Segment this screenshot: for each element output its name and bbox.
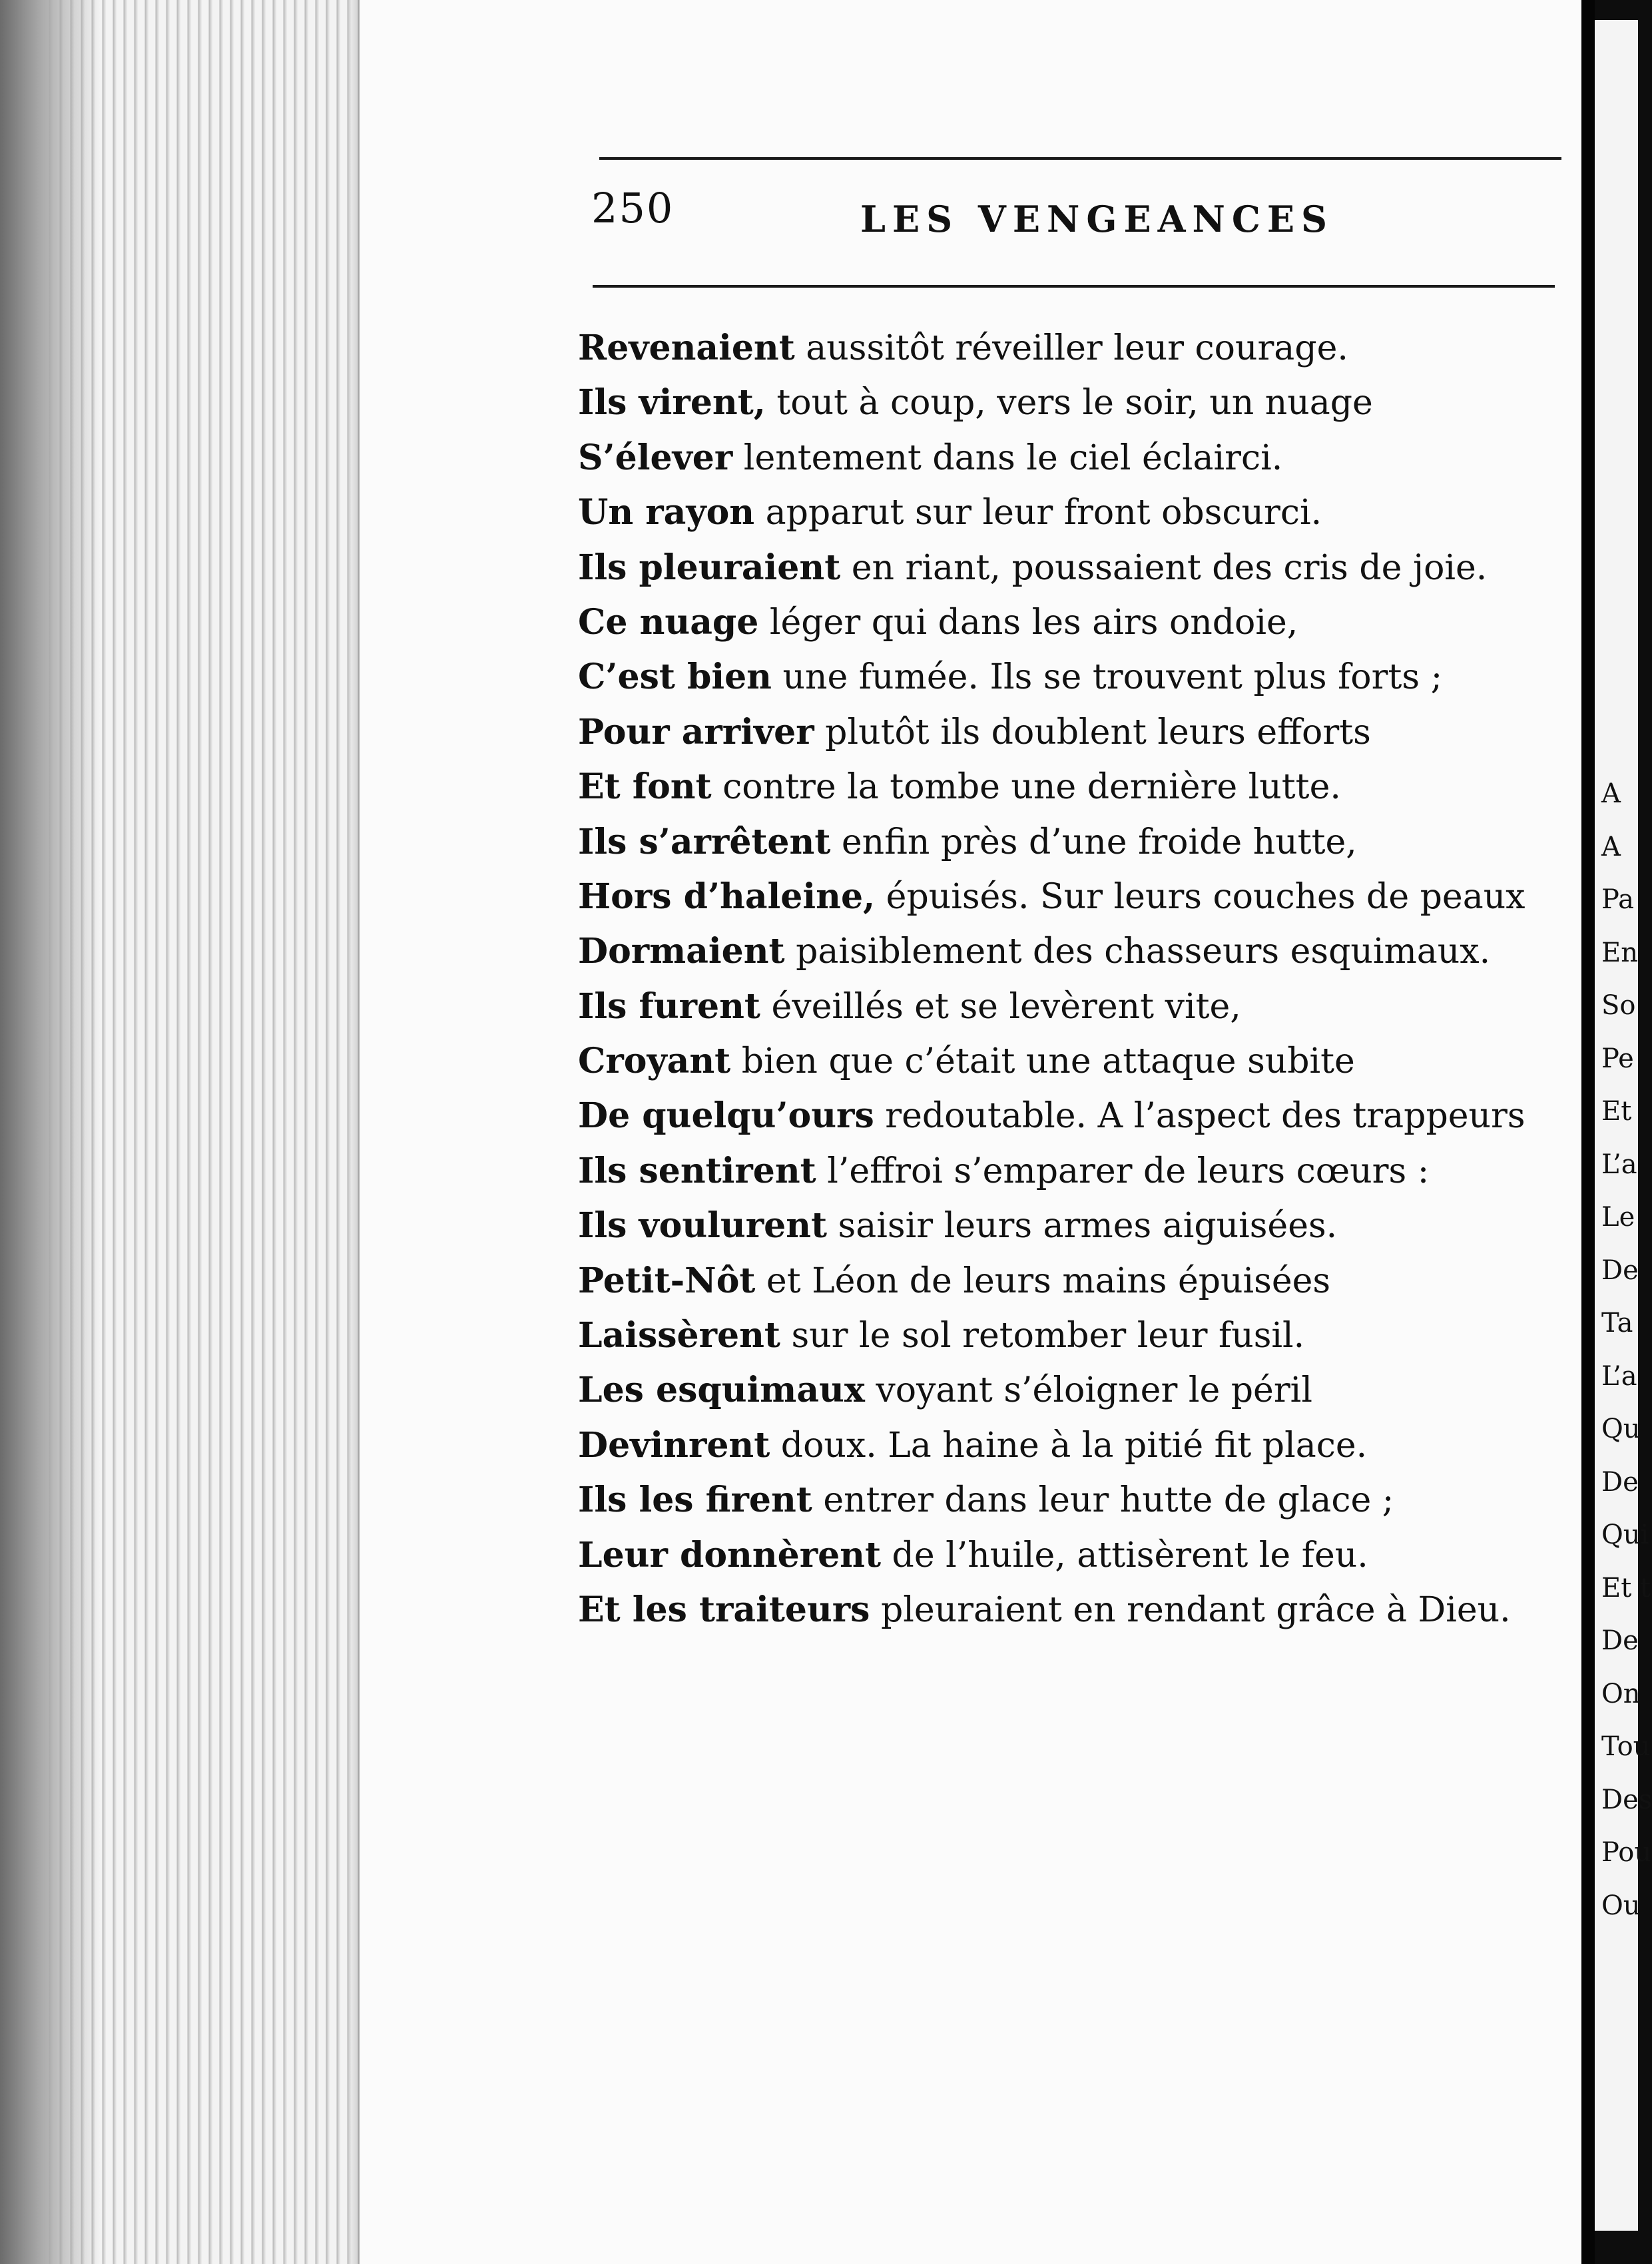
poem-line: [578, 376, 1550, 430]
poem-line-lead: Ils virent,: [578, 382, 766, 424]
poem-line-lead: Ils s’arrêtent: [578, 821, 831, 862]
next-page-line-fragment: Et t: [1601, 1572, 1651, 1603]
poem-line-rest: paisiblement des chasseurs esquimaux.: [784, 932, 1491, 972]
poem-line-lead: De quelqu’ours: [578, 1095, 874, 1137]
poem-line-rest: et Léon de leurs mains épuisées: [755, 1261, 1331, 1301]
next-page-line-fragment: A: [1601, 831, 1621, 862]
poem-line-lead: Pour arriver: [578, 711, 814, 752]
poem-line: [578, 1528, 1550, 1583]
next-page-line-fragment: A: [1601, 778, 1621, 809]
next-page-line-fragment: De: [1601, 1255, 1639, 1286]
poem-line-lead: Ce nuage: [578, 601, 759, 643]
poem-line-rest: aussitôt réveiller leur courage.: [794, 328, 1348, 368]
poem-line: [578, 1583, 1550, 1637]
next-page-line-fragment: Ou: [1601, 1890, 1641, 1921]
poem-line-lead: Un rayon: [578, 492, 755, 533]
poem-line-lead: Devinrent: [578, 1424, 770, 1466]
poem-line: [578, 1363, 1550, 1418]
poem-line-lead: Ils sentirent: [578, 1150, 816, 1191]
next-page-line-fragment: Ta: [1601, 1308, 1633, 1338]
poem-line: [578, 924, 1550, 979]
poem-line-lead: Dormaient: [578, 931, 785, 972]
poem-line-lead: Ils furent: [578, 986, 760, 1027]
poem-line-rest: enfin près d’une froide hutte,: [830, 822, 1357, 862]
poem-line: [578, 1199, 1550, 1253]
next-page-line-fragment: Pou: [1601, 1837, 1652, 1868]
poem-line-lead: Les esquimaux: [578, 1370, 865, 1411]
poem-line: [578, 1034, 1550, 1089]
poem-line: [578, 650, 1550, 705]
poem-line-lead: Ils pleuraient: [578, 547, 841, 588]
poem-line: [578, 815, 1550, 870]
poem-line-lead: Et font: [578, 766, 712, 808]
next-page-line-fragment: Qui: [1601, 1520, 1649, 1550]
book-gutter: [1581, 0, 1595, 2264]
poem-line-rest: lentement dans le ciel éclairci.: [732, 437, 1283, 478]
next-page-line-fragment: De: [1601, 1625, 1639, 1656]
next-page-line-fragment: So: [1601, 990, 1636, 1021]
next-page-line-fragment: L’a: [1601, 1360, 1637, 1392]
poem-line: [578, 595, 1550, 650]
poem-line: [578, 1089, 1550, 1143]
page-number: 250: [591, 184, 675, 232]
poem-line-rest: pleuraient en rendant grâce à Dieu.: [870, 1589, 1511, 1630]
poem-line-rest: voyant s’éloigner le péril: [864, 1370, 1312, 1411]
poem-line-lead: Ils voulurent: [578, 1205, 828, 1247]
poem-line-rest: doux. La haine à la pitié fit place.: [770, 1425, 1368, 1466]
next-page-line-fragment: Des: [1601, 1784, 1652, 1815]
poem-line-lead: S’élever: [578, 437, 733, 478]
next-page-line-fragment: Le: [1601, 1202, 1635, 1233]
poem-line-rest: contre la tombe une dernière lutte.: [711, 767, 1341, 808]
next-page-line-fragment: Et: [1601, 1096, 1632, 1127]
poem-line-lead: Ils les firent: [578, 1480, 812, 1521]
next-page-edge: [1595, 20, 1652, 2231]
poem-line: [578, 321, 1550, 376]
poem-line-rest: entrer dans leur hutte de glace ;: [812, 1480, 1394, 1521]
book-page-edges: [0, 0, 360, 2264]
poem-line-lead: Leur donnèrent: [578, 1534, 881, 1575]
poem-line-lead: C’est bien: [578, 657, 772, 698]
header-rule-bottom: [593, 285, 1555, 288]
poem-line: [578, 980, 1550, 1034]
next-page-line-fragment: On: [1601, 1678, 1641, 1709]
poem-line-rest: éveillés et se levèrent vite,: [760, 986, 1241, 1027]
poem-line: [578, 485, 1550, 540]
poem-text: [578, 321, 1550, 1637]
poem-line-rest: redoutable. A l’aspect des trappeurs: [874, 1096, 1525, 1137]
next-page-line-fragment: De: [1601, 1466, 1639, 1498]
poem-line: [578, 1144, 1550, 1199]
poem-line-lead: Et les traiteurs: [578, 1589, 870, 1630]
poem-line-rest: tout à coup, vers le soir, un nuage: [765, 383, 1373, 424]
poem-line-lead: Petit-Nôt: [578, 1260, 756, 1301]
poem-line-rest: épuisés. Sur leurs couches de peaux: [875, 876, 1525, 917]
poem-line: [578, 541, 1550, 595]
poem-line-lead: Croyant: [578, 1041, 731, 1082]
poem-line: [578, 760, 1550, 814]
poem-line-rest: de l’huile, attisèrent le feu.: [881, 1535, 1368, 1575]
poem-line: [578, 1418, 1550, 1473]
poem-line: [578, 1254, 1550, 1308]
poem-line-rest: saisir leurs armes aiguisées.: [827, 1206, 1338, 1247]
poem-line: [578, 1473, 1550, 1528]
poem-line: [578, 705, 1550, 760]
next-page-line-fragment: Tou: [1601, 1731, 1651, 1762]
next-page-line-fragment: Pe: [1601, 1043, 1634, 1074]
next-page-line-fragment: En: [1601, 937, 1638, 968]
poem-line-rest: plutôt ils doublent leurs efforts: [814, 712, 1371, 752]
poem-line-lead: Hors d’haleine,: [578, 876, 876, 917]
poem-line-rest: une fumée. Ils se trouvent plus forts ;: [771, 657, 1443, 698]
poem-line-rest: en riant, poussaient des cris de joie.: [840, 547, 1488, 588]
poem-line-lead: Laissèrent: [578, 1315, 780, 1356]
poem-line-rest: sur le sol retomber leur fusil.: [780, 1316, 1305, 1356]
next-page-line-fragment: Qu: [1601, 1414, 1641, 1444]
next-page-line-fragment: Pa: [1601, 884, 1634, 915]
poem-line-rest: l’effroi s’emparer de leurs cœurs :: [816, 1151, 1430, 1191]
next-page-line-fragment: L’a: [1601, 1149, 1637, 1180]
header-rule-top: [599, 157, 1561, 160]
running-title: LES VENGEANCES: [860, 198, 1334, 240]
poem-line: [578, 1308, 1550, 1363]
poem-line-rest: apparut sur leur front obscurci.: [754, 493, 1322, 533]
poem-line-lead: Revenaient: [578, 328, 795, 368]
poem-line: [578, 870, 1550, 924]
poem-line-rest: léger qui dans les airs ondoie,: [758, 602, 1298, 643]
poem-line: [578, 431, 1550, 485]
poem-line-rest: bien que c’était une attaque subite: [730, 1041, 1355, 1082]
